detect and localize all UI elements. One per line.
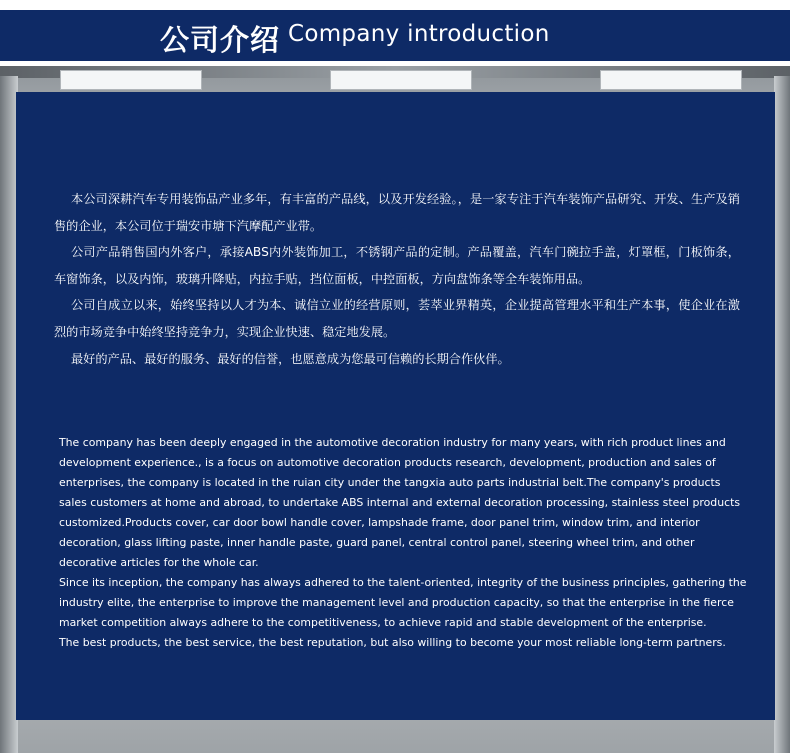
header-title-en: Company introduction	[288, 21, 550, 47]
intro-cn-paragraph: 本公司深耕汽车专用装饰品产业多年，有丰富的产品线，以及开发经验。，是一家专注于汽车装饰产品研究、开发、生产及销售的企业，本公司位于瑞安市塘下汽摩配产业带。	[54, 192, 740, 233]
intro-en-paragraph: The best products, the best service, the best reputation, but also willing to become your most reliable long-term partners.	[59, 636, 726, 649]
intro-cn-paragraph: 最好的产品、最好的服务、最好的信誉，也愿意成为您最可信赖的长期合作伙伴。	[71, 351, 510, 366]
ceiling-light	[600, 70, 742, 90]
intro-cn-text	[54, 186, 740, 372]
ceiling-light	[330, 70, 472, 90]
section-header	[0, 10, 790, 61]
intro-en-paragraph: Since its inception, the company has always adhered to the talent-oriented, integrity of the business principles, gathering the industry elite, the enterprise to improve the management level and production capacity, so that the enterprise in the fierce market competition always adhere to the competitiveness, to achieve rapid and stable development of the enterprise.	[59, 576, 747, 629]
intro-panel	[16, 92, 775, 720]
intro-en-paragraph: The company has been deeply engaged in the automotive decoration industry for many years, with rich product lines and development experience., is a focus on automotive decoration products research, development, production and sales of enterprises, the company is located in the ruian city under the tangxia auto parts industrial belt.The company's products sales customers at home and abroad, to undertake ABS internal and external decoration processing, stainless steel products customized.Products cover, car door bowl handle cover, lampshade frame, door panel trim, window trim, and interior decoration, glass lifting paste, inner handle paste, guard panel, central control panel, steering wheel trim, and other decorative articles for the whole car.	[59, 436, 741, 569]
pillar-right	[774, 76, 790, 753]
header-title-cn: 公司介绍	[160, 23, 281, 57]
intro-en-text	[59, 433, 747, 653]
ceiling-light	[60, 70, 202, 90]
intro-cn-paragraph: 公司产品销售国内外客户，承接ABS内外装饰加工，不锈钢产品的定制。产品覆盖，汽车门碗拉手盖，灯罩框，门板饰条，车窗饰条，以及内饰，玻璃升降贴，内拉手贴，挡位面板，中控面板，方向盘饰条等全车装饰用品。	[54, 245, 740, 286]
intro-cn-paragraph: 公司自成立以来，始终坚持以人才为本、诚信立业的经营原则，荟萃业界精英，企业提高管理水平和生产本事，使企业在激烈的市场竞争中始终坚持竞争力，实现企业快速、稳定地发展。	[54, 298, 740, 339]
